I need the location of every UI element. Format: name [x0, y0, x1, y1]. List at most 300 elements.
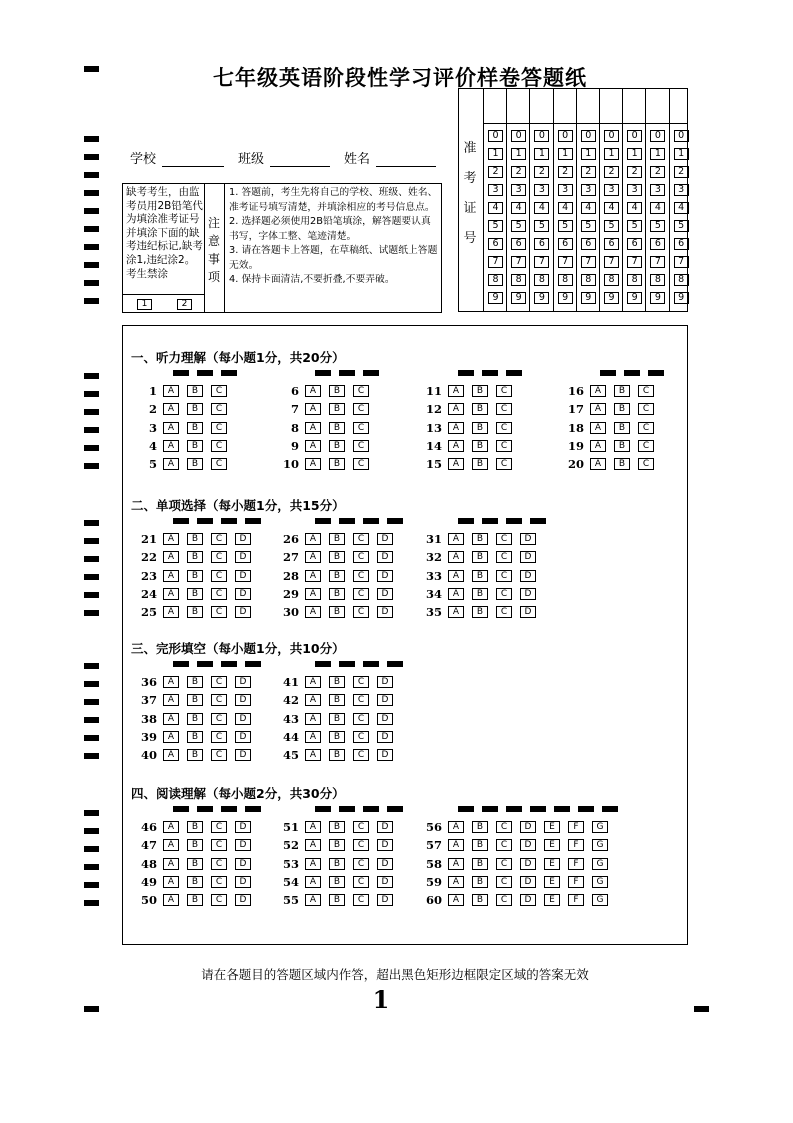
ticket-digit-bubble[interactable]: 9: [674, 292, 689, 304]
answer-bubble-b[interactable]: B: [329, 606, 345, 618]
answer-bubble-d[interactable]: D: [235, 894, 251, 906]
answer-bubble-c[interactable]: C: [496, 422, 512, 434]
answer-bubble-a[interactable]: A: [448, 894, 464, 906]
answer-bubble-b[interactable]: B: [187, 385, 203, 397]
ticket-digit-bubble[interactable]: 3: [511, 184, 526, 196]
answer-bubble-c[interactable]: C: [496, 551, 512, 563]
answer-bubble-b[interactable]: B: [472, 551, 488, 563]
answer-bubble-d[interactable]: D: [235, 606, 251, 618]
answer-bubble-d[interactable]: D: [377, 606, 393, 618]
answer-bubble-b[interactable]: B: [614, 440, 630, 452]
answer-bubble-c[interactable]: C: [496, 533, 512, 545]
answer-bubble-c[interactable]: C: [211, 876, 227, 888]
ticket-digit-bubble[interactable]: 2: [488, 166, 503, 178]
ticket-digit-bubble[interactable]: 5: [558, 220, 573, 232]
answer-bubble-b[interactable]: B: [187, 713, 203, 725]
answer-bubble-d[interactable]: D: [520, 533, 536, 545]
answer-bubble-a[interactable]: A: [448, 551, 464, 563]
name-field[interactable]: [376, 153, 436, 167]
answer-bubble-a[interactable]: A: [590, 422, 606, 434]
answer-bubble-a[interactable]: A: [448, 606, 464, 618]
ticket-digit-bubble[interactable]: 1: [581, 148, 596, 160]
answer-bubble-a[interactable]: A: [163, 440, 179, 452]
answer-bubble-f[interactable]: F: [568, 894, 584, 906]
school-field[interactable]: [162, 153, 224, 167]
answer-bubble-c[interactable]: C: [638, 385, 654, 397]
answer-bubble-b[interactable]: B: [329, 551, 345, 563]
answer-bubble-d[interactable]: D: [377, 839, 393, 851]
ticket-digit-bubble[interactable]: 0: [650, 130, 665, 142]
answer-bubble-a[interactable]: A: [305, 458, 321, 470]
ticket-digit-bubble[interactable]: 4: [627, 202, 642, 214]
ticket-digit-bubble[interactable]: 0: [674, 130, 689, 142]
answer-bubble-g[interactable]: G: [592, 858, 608, 870]
class-field[interactable]: [270, 153, 330, 167]
answer-bubble-a[interactable]: A: [448, 588, 464, 600]
ticket-digit-bubble[interactable]: 2: [511, 166, 526, 178]
answer-bubble-c[interactable]: C: [211, 385, 227, 397]
ticket-digit-bubble[interactable]: 8: [488, 274, 503, 286]
answer-bubble-c[interactable]: C: [211, 894, 227, 906]
answer-bubble-a[interactable]: A: [305, 385, 321, 397]
ticket-digit-bubble[interactable]: 7: [581, 256, 596, 268]
ticket-digit-bubble[interactable]: 2: [558, 166, 573, 178]
ticket-digit-bubble[interactable]: 2: [627, 166, 642, 178]
ticket-digit-bubble[interactable]: 6: [511, 238, 526, 250]
answer-bubble-d[interactable]: D: [377, 821, 393, 833]
answer-bubble-d[interactable]: D: [377, 570, 393, 582]
answer-bubble-a[interactable]: A: [305, 731, 321, 743]
ticket-digit-bubble[interactable]: 7: [558, 256, 573, 268]
answer-bubble-b[interactable]: B: [187, 821, 203, 833]
answer-bubble-c[interactable]: C: [211, 606, 227, 618]
answer-bubble-d[interactable]: D: [520, 570, 536, 582]
answer-bubble-d[interactable]: D: [235, 713, 251, 725]
answer-bubble-b[interactable]: B: [329, 713, 345, 725]
answer-bubble-g[interactable]: G: [592, 821, 608, 833]
ticket-digit-bubble[interactable]: 7: [674, 256, 689, 268]
answer-bubble-c[interactable]: C: [353, 606, 369, 618]
answer-bubble-c[interactable]: C: [353, 676, 369, 688]
answer-bubble-a[interactable]: A: [448, 570, 464, 582]
answer-bubble-g[interactable]: G: [592, 894, 608, 906]
answer-bubble-a[interactable]: A: [305, 749, 321, 761]
answer-bubble-a[interactable]: A: [305, 876, 321, 888]
answer-bubble-c[interactable]: C: [211, 676, 227, 688]
answer-bubble-d[interactable]: D: [235, 858, 251, 870]
answer-bubble-a[interactable]: A: [163, 551, 179, 563]
ticket-digit-bubble[interactable]: 5: [650, 220, 665, 232]
ticket-digit-bubble[interactable]: 3: [627, 184, 642, 196]
answer-bubble-d[interactable]: D: [377, 713, 393, 725]
answer-bubble-a[interactable]: A: [448, 422, 464, 434]
answer-bubble-b[interactable]: B: [187, 403, 203, 415]
answer-bubble-b[interactable]: B: [329, 533, 345, 545]
answer-bubble-a[interactable]: A: [448, 876, 464, 888]
answer-bubble-d[interactable]: D: [520, 588, 536, 600]
ticket-digit-bubble[interactable]: 1: [488, 148, 503, 160]
answer-bubble-d[interactable]: D: [235, 876, 251, 888]
answer-bubble-a[interactable]: A: [305, 821, 321, 833]
answer-bubble-b[interactable]: B: [187, 839, 203, 851]
answer-bubble-d[interactable]: D: [520, 606, 536, 618]
ticket-digit-bubble[interactable]: 8: [650, 274, 665, 286]
answer-bubble-b[interactable]: B: [187, 551, 203, 563]
answer-bubble-c[interactable]: C: [638, 458, 654, 470]
ticket-digit-bubble[interactable]: 7: [650, 256, 665, 268]
answer-bubble-a[interactable]: A: [305, 570, 321, 582]
ticket-digit-bubble[interactable]: 8: [674, 274, 689, 286]
answer-bubble-b[interactable]: B: [187, 422, 203, 434]
answer-bubble-c[interactable]: C: [211, 713, 227, 725]
answer-bubble-d[interactable]: D: [377, 676, 393, 688]
ticket-digit-bubble[interactable]: 0: [558, 130, 573, 142]
answer-bubble-d[interactable]: D: [235, 731, 251, 743]
ticket-digit-bubble[interactable]: 7: [604, 256, 619, 268]
answer-bubble-d[interactable]: D: [520, 858, 536, 870]
answer-bubble-d[interactable]: D: [377, 694, 393, 706]
answer-bubble-c[interactable]: C: [496, 894, 512, 906]
answer-bubble-a[interactable]: A: [590, 458, 606, 470]
answer-bubble-d[interactable]: D: [377, 749, 393, 761]
ticket-digit-bubble[interactable]: 4: [558, 202, 573, 214]
answer-bubble-c[interactable]: C: [496, 876, 512, 888]
ticket-digit-bubble[interactable]: 2: [604, 166, 619, 178]
ticket-digit-bubble[interactable]: 9: [558, 292, 573, 304]
answer-bubble-c[interactable]: C: [496, 858, 512, 870]
ticket-digit-bubble[interactable]: 6: [650, 238, 665, 250]
answer-bubble-a[interactable]: A: [163, 731, 179, 743]
answer-bubble-a[interactable]: A: [305, 606, 321, 618]
ticket-digit-bubble[interactable]: 9: [650, 292, 665, 304]
ticket-digit-bubble[interactable]: 3: [604, 184, 619, 196]
ticket-digit-bubble[interactable]: 8: [558, 274, 573, 286]
answer-bubble-d[interactable]: D: [235, 821, 251, 833]
ticket-digit-bubble[interactable]: 1: [511, 148, 526, 160]
ticket-digit-bubble[interactable]: 2: [581, 166, 596, 178]
answer-bubble-c[interactable]: C: [638, 403, 654, 415]
ticket-digit-bubble[interactable]: 9: [488, 292, 503, 304]
answer-bubble-c[interactable]: C: [353, 422, 369, 434]
ticket-digit-bubble[interactable]: 6: [558, 238, 573, 250]
answer-bubble-d[interactable]: D: [377, 533, 393, 545]
ticket-digit-bubble[interactable]: 1: [558, 148, 573, 160]
answer-bubble-e[interactable]: E: [544, 858, 560, 870]
answer-bubble-a[interactable]: A: [590, 403, 606, 415]
answer-bubble-b[interactable]: B: [187, 570, 203, 582]
ticket-digit-bubble[interactable]: 2: [674, 166, 689, 178]
answer-bubble-a[interactable]: A: [163, 876, 179, 888]
ticket-digit-bubble[interactable]: 1: [604, 148, 619, 160]
ticket-digit-bubble[interactable]: 8: [581, 274, 596, 286]
answer-bubble-b[interactable]: B: [187, 676, 203, 688]
answer-bubble-c[interactable]: C: [211, 588, 227, 600]
answer-bubble-c[interactable]: C: [353, 551, 369, 563]
answer-bubble-c[interactable]: C: [353, 839, 369, 851]
answer-bubble-b[interactable]: B: [329, 440, 345, 452]
answer-bubble-b[interactable]: B: [614, 422, 630, 434]
answer-bubble-b[interactable]: B: [187, 749, 203, 761]
answer-bubble-a[interactable]: A: [305, 676, 321, 688]
ticket-digit-bubble[interactable]: 7: [534, 256, 549, 268]
answer-bubble-b[interactable]: B: [472, 458, 488, 470]
answer-bubble-g[interactable]: G: [592, 839, 608, 851]
ticket-digit-bubble[interactable]: 6: [604, 238, 619, 250]
answer-bubble-d[interactable]: D: [235, 551, 251, 563]
answer-bubble-b[interactable]: B: [472, 385, 488, 397]
violation-option-2[interactable]: 2: [177, 299, 192, 310]
answer-bubble-d[interactable]: D: [520, 839, 536, 851]
answer-bubble-c[interactable]: C: [496, 385, 512, 397]
answer-bubble-b[interactable]: B: [187, 440, 203, 452]
answer-bubble-b[interactable]: B: [187, 731, 203, 743]
ticket-digit-bubble[interactable]: 5: [488, 220, 503, 232]
answer-bubble-a[interactable]: A: [163, 749, 179, 761]
answer-bubble-d[interactable]: D: [520, 876, 536, 888]
answer-bubble-b[interactable]: B: [329, 749, 345, 761]
answer-bubble-d[interactable]: D: [377, 551, 393, 563]
answer-bubble-c[interactable]: C: [353, 858, 369, 870]
answer-bubble-d[interactable]: D: [235, 588, 251, 600]
ticket-digit-bubble[interactable]: 1: [650, 148, 665, 160]
ticket-digit-bubble[interactable]: 1: [674, 148, 689, 160]
answer-bubble-d[interactable]: D: [377, 894, 393, 906]
answer-bubble-b[interactable]: B: [472, 588, 488, 600]
answer-bubble-c[interactable]: C: [353, 894, 369, 906]
answer-bubble-g[interactable]: G: [592, 876, 608, 888]
answer-bubble-a[interactable]: A: [163, 385, 179, 397]
ticket-digit-bubble[interactable]: 0: [604, 130, 619, 142]
answer-bubble-c[interactable]: C: [496, 570, 512, 582]
answer-bubble-a[interactable]: A: [163, 694, 179, 706]
ticket-digit-bubble[interactable]: 8: [511, 274, 526, 286]
ticket-digit-bubble[interactable]: 4: [674, 202, 689, 214]
ticket-digit-bubble[interactable]: 9: [511, 292, 526, 304]
answer-bubble-d[interactable]: D: [235, 570, 251, 582]
answer-bubble-d[interactable]: D: [520, 551, 536, 563]
ticket-digit-bubble[interactable]: 7: [511, 256, 526, 268]
answer-bubble-b[interactable]: B: [329, 588, 345, 600]
answer-bubble-c[interactable]: C: [353, 821, 369, 833]
ticket-digit-bubble[interactable]: 6: [581, 238, 596, 250]
answer-bubble-b[interactable]: B: [187, 588, 203, 600]
answer-bubble-c[interactable]: C: [353, 385, 369, 397]
answer-bubble-b[interactable]: B: [187, 606, 203, 618]
answer-bubble-f[interactable]: F: [568, 821, 584, 833]
ticket-digit-bubble[interactable]: 1: [627, 148, 642, 160]
ticket-digit-bubble[interactable]: 6: [534, 238, 549, 250]
answer-bubble-d[interactable]: D: [377, 588, 393, 600]
ticket-digit-bubble[interactable]: 3: [650, 184, 665, 196]
ticket-digit-bubble[interactable]: 5: [674, 220, 689, 232]
answer-bubble-c[interactable]: C: [211, 858, 227, 870]
answer-bubble-e[interactable]: E: [544, 894, 560, 906]
answer-bubble-a[interactable]: A: [163, 422, 179, 434]
answer-bubble-a[interactable]: A: [163, 588, 179, 600]
answer-bubble-a[interactable]: A: [163, 839, 179, 851]
answer-bubble-c[interactable]: C: [496, 440, 512, 452]
ticket-digit-bubble[interactable]: 2: [650, 166, 665, 178]
answer-bubble-c[interactable]: C: [353, 749, 369, 761]
answer-bubble-d[interactable]: D: [520, 821, 536, 833]
answer-bubble-c[interactable]: C: [211, 821, 227, 833]
ticket-digit-bubble[interactable]: 5: [511, 220, 526, 232]
answer-bubble-b[interactable]: B: [472, 876, 488, 888]
ticket-digit-bubble[interactable]: 3: [534, 184, 549, 196]
answer-bubble-e[interactable]: E: [544, 821, 560, 833]
answer-bubble-c[interactable]: C: [353, 458, 369, 470]
answer-bubble-b[interactable]: B: [187, 458, 203, 470]
ticket-digit-bubble[interactable]: 3: [674, 184, 689, 196]
ticket-digit-bubble[interactable]: 4: [511, 202, 526, 214]
ticket-digit-bubble[interactable]: 6: [674, 238, 689, 250]
ticket-digit-bubble[interactable]: 8: [604, 274, 619, 286]
answer-bubble-c[interactable]: C: [496, 458, 512, 470]
answer-bubble-b[interactable]: B: [472, 839, 488, 851]
answer-bubble-b[interactable]: B: [187, 876, 203, 888]
answer-bubble-a[interactable]: A: [163, 570, 179, 582]
ticket-digit-bubble[interactable]: 5: [534, 220, 549, 232]
answer-bubble-c[interactable]: C: [211, 839, 227, 851]
ticket-digit-bubble[interactable]: 7: [488, 256, 503, 268]
answer-bubble-b[interactable]: B: [329, 458, 345, 470]
answer-bubble-a[interactable]: A: [305, 839, 321, 851]
answer-bubble-a[interactable]: A: [163, 894, 179, 906]
answer-bubble-b[interactable]: B: [329, 403, 345, 415]
answer-bubble-c[interactable]: C: [211, 440, 227, 452]
ticket-digit-bubble[interactable]: 0: [511, 130, 526, 142]
answer-bubble-b[interactable]: B: [329, 839, 345, 851]
ticket-digit-bubble[interactable]: 1: [534, 148, 549, 160]
answer-bubble-f[interactable]: F: [568, 876, 584, 888]
answer-bubble-c[interactable]: C: [353, 533, 369, 545]
answer-bubble-a[interactable]: A: [590, 385, 606, 397]
answer-bubble-e[interactable]: E: [544, 876, 560, 888]
answer-bubble-b[interactable]: B: [472, 533, 488, 545]
answer-bubble-b[interactable]: B: [329, 876, 345, 888]
answer-bubble-a[interactable]: A: [448, 440, 464, 452]
answer-bubble-c[interactable]: C: [211, 533, 227, 545]
answer-bubble-c[interactable]: C: [353, 440, 369, 452]
answer-bubble-a[interactable]: A: [305, 403, 321, 415]
ticket-digit-bubble[interactable]: 6: [488, 238, 503, 250]
answer-bubble-d[interactable]: D: [520, 894, 536, 906]
answer-bubble-c[interactable]: C: [353, 731, 369, 743]
answer-bubble-b[interactable]: B: [472, 403, 488, 415]
answer-bubble-b[interactable]: B: [472, 894, 488, 906]
ticket-digit-bubble[interactable]: 4: [488, 202, 503, 214]
answer-bubble-c[interactable]: C: [496, 403, 512, 415]
answer-bubble-b[interactable]: B: [329, 731, 345, 743]
answer-bubble-a[interactable]: A: [163, 533, 179, 545]
absent-option-1[interactable]: 1: [137, 299, 152, 310]
answer-bubble-c[interactable]: C: [496, 588, 512, 600]
ticket-digit-bubble[interactable]: 9: [604, 292, 619, 304]
answer-bubble-c[interactable]: C: [211, 570, 227, 582]
answer-bubble-c[interactable]: C: [353, 403, 369, 415]
answer-bubble-b[interactable]: B: [329, 385, 345, 397]
answer-bubble-b[interactable]: B: [329, 422, 345, 434]
answer-bubble-c[interactable]: C: [211, 403, 227, 415]
answer-bubble-b[interactable]: B: [187, 858, 203, 870]
ticket-digit-bubble[interactable]: 3: [581, 184, 596, 196]
answer-bubble-b[interactable]: B: [614, 385, 630, 397]
answer-bubble-a[interactable]: A: [448, 403, 464, 415]
answer-bubble-c[interactable]: C: [496, 839, 512, 851]
ticket-digit-bubble[interactable]: 6: [627, 238, 642, 250]
ticket-digit-bubble[interactable]: 0: [581, 130, 596, 142]
answer-bubble-a[interactable]: A: [448, 839, 464, 851]
answer-bubble-b[interactable]: B: [187, 694, 203, 706]
answer-bubble-a[interactable]: A: [590, 440, 606, 452]
answer-bubble-a[interactable]: A: [305, 713, 321, 725]
answer-bubble-a[interactable]: A: [305, 894, 321, 906]
answer-bubble-b[interactable]: B: [614, 403, 630, 415]
answer-bubble-c[interactable]: C: [211, 731, 227, 743]
answer-bubble-b[interactable]: B: [187, 533, 203, 545]
answer-bubble-b[interactable]: B: [187, 894, 203, 906]
answer-bubble-d[interactable]: D: [235, 694, 251, 706]
answer-bubble-c[interactable]: C: [211, 551, 227, 563]
answer-bubble-a[interactable]: A: [163, 713, 179, 725]
answer-bubble-c[interactable]: C: [353, 694, 369, 706]
ticket-digit-bubble[interactable]: 0: [488, 130, 503, 142]
ticket-digit-bubble[interactable]: 3: [558, 184, 573, 196]
answer-bubble-c[interactable]: C: [211, 694, 227, 706]
ticket-digit-bubble[interactable]: 7: [627, 256, 642, 268]
answer-bubble-b[interactable]: B: [472, 422, 488, 434]
ticket-digit-bubble[interactable]: 9: [581, 292, 596, 304]
ticket-digit-bubble[interactable]: 4: [604, 202, 619, 214]
answer-bubble-a[interactable]: A: [163, 458, 179, 470]
ticket-digit-bubble[interactable]: 0: [534, 130, 549, 142]
answer-bubble-b[interactable]: B: [329, 676, 345, 688]
answer-bubble-b[interactable]: B: [472, 570, 488, 582]
answer-bubble-b[interactable]: B: [329, 894, 345, 906]
answer-bubble-d[interactable]: D: [377, 876, 393, 888]
answer-bubble-a[interactable]: A: [163, 606, 179, 618]
answer-bubble-a[interactable]: A: [448, 858, 464, 870]
ticket-digit-bubble[interactable]: 9: [534, 292, 549, 304]
answer-bubble-d[interactable]: D: [377, 731, 393, 743]
answer-bubble-c[interactable]: C: [211, 422, 227, 434]
answer-bubble-a[interactable]: A: [163, 403, 179, 415]
answer-bubble-b[interactable]: B: [329, 694, 345, 706]
ticket-digit-bubble[interactable]: 8: [627, 274, 642, 286]
answer-bubble-f[interactable]: F: [568, 839, 584, 851]
answer-bubble-a[interactable]: A: [305, 422, 321, 434]
answer-bubble-d[interactable]: D: [235, 533, 251, 545]
answer-bubble-b[interactable]: B: [329, 858, 345, 870]
answer-bubble-d[interactable]: D: [235, 676, 251, 688]
answer-bubble-c[interactable]: C: [211, 458, 227, 470]
answer-bubble-f[interactable]: F: [568, 858, 584, 870]
answer-bubble-b[interactable]: B: [329, 821, 345, 833]
answer-bubble-b[interactable]: B: [472, 821, 488, 833]
answer-bubble-b[interactable]: B: [472, 606, 488, 618]
ticket-digit-bubble[interactable]: 0: [627, 130, 642, 142]
ticket-digit-bubble[interactable]: 2: [534, 166, 549, 178]
answer-bubble-a[interactable]: A: [163, 676, 179, 688]
answer-bubble-b[interactable]: B: [329, 570, 345, 582]
ticket-digit-bubble[interactable]: 9: [627, 292, 642, 304]
answer-bubble-c[interactable]: C: [638, 440, 654, 452]
answer-bubble-e[interactable]: E: [544, 839, 560, 851]
ticket-digit-bubble[interactable]: 4: [534, 202, 549, 214]
answer-bubble-a[interactable]: A: [448, 385, 464, 397]
answer-bubble-a[interactable]: A: [305, 588, 321, 600]
answer-bubble-a[interactable]: A: [305, 551, 321, 563]
